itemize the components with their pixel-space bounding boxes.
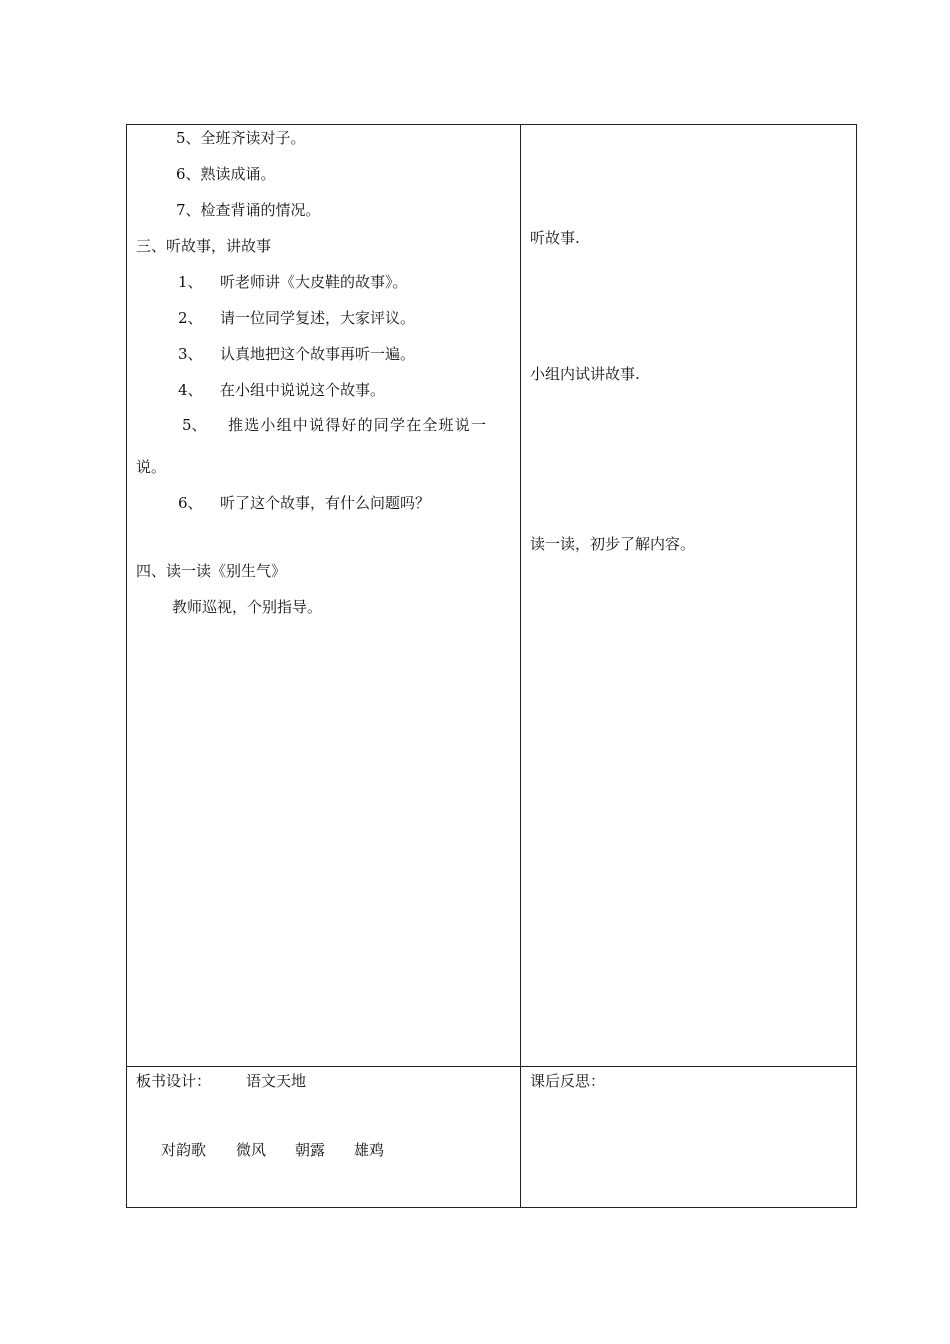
list-item: 推选小组中说得好的同学在全班说一 xyxy=(228,416,488,434)
step-6: 6、熟读成诵。 xyxy=(176,165,276,183)
board-word: 对韵歌 xyxy=(161,1141,207,1159)
list-item-number: 2、 xyxy=(178,309,203,327)
activity-note-3: 读一读，初步了解内容。 xyxy=(530,535,696,553)
activity-note-1: 听故事. xyxy=(530,229,580,247)
list-item: 在小组中说说这个故事。 xyxy=(220,381,386,399)
list-item: 认真地把这个故事再听一遍。 xyxy=(220,345,416,363)
board-design-label: 板书设计： xyxy=(136,1072,212,1090)
table-left-border xyxy=(126,124,127,1208)
table-top-border xyxy=(126,124,857,125)
section-3-title: 三、听故事，讲故事 xyxy=(136,237,272,255)
activity-note-2: 小组内试讲故事. xyxy=(530,365,640,383)
section-4-note: 教师巡视，个别指导。 xyxy=(172,598,323,616)
list-item-number: 5、 xyxy=(182,416,207,434)
board-word: 朝露 xyxy=(295,1141,326,1159)
list-item-number: 4、 xyxy=(178,381,203,399)
list-item-number: 1、 xyxy=(178,273,203,291)
board-design-title: 语文天地 xyxy=(246,1072,307,1090)
list-item: 听老师讲《大皮鞋的故事》。 xyxy=(220,273,408,291)
step-5: 5、全班齐读对子。 xyxy=(176,129,306,147)
reflection-label: 课后反思： xyxy=(530,1072,606,1090)
list-item: 听了这个故事，有什么问题吗？ xyxy=(220,494,431,512)
board-word: 雄鸡 xyxy=(354,1141,385,1159)
list-item-number: 6、 xyxy=(178,494,203,512)
table-bottom-border xyxy=(126,1207,857,1208)
table-right-border xyxy=(856,124,857,1208)
table-column-divider xyxy=(520,124,521,1208)
section-4-title: 四、读一读《别生气》 xyxy=(136,562,287,580)
step-7: 7、检查背诵的情况。 xyxy=(176,201,321,219)
list-item-number: 3、 xyxy=(178,345,203,363)
list-item-continuation: 说。 xyxy=(136,458,167,476)
board-word: 微风 xyxy=(236,1141,267,1159)
list-item: 请一位同学复述，大家评议。 xyxy=(220,309,416,327)
table-middle-border xyxy=(126,1066,857,1067)
